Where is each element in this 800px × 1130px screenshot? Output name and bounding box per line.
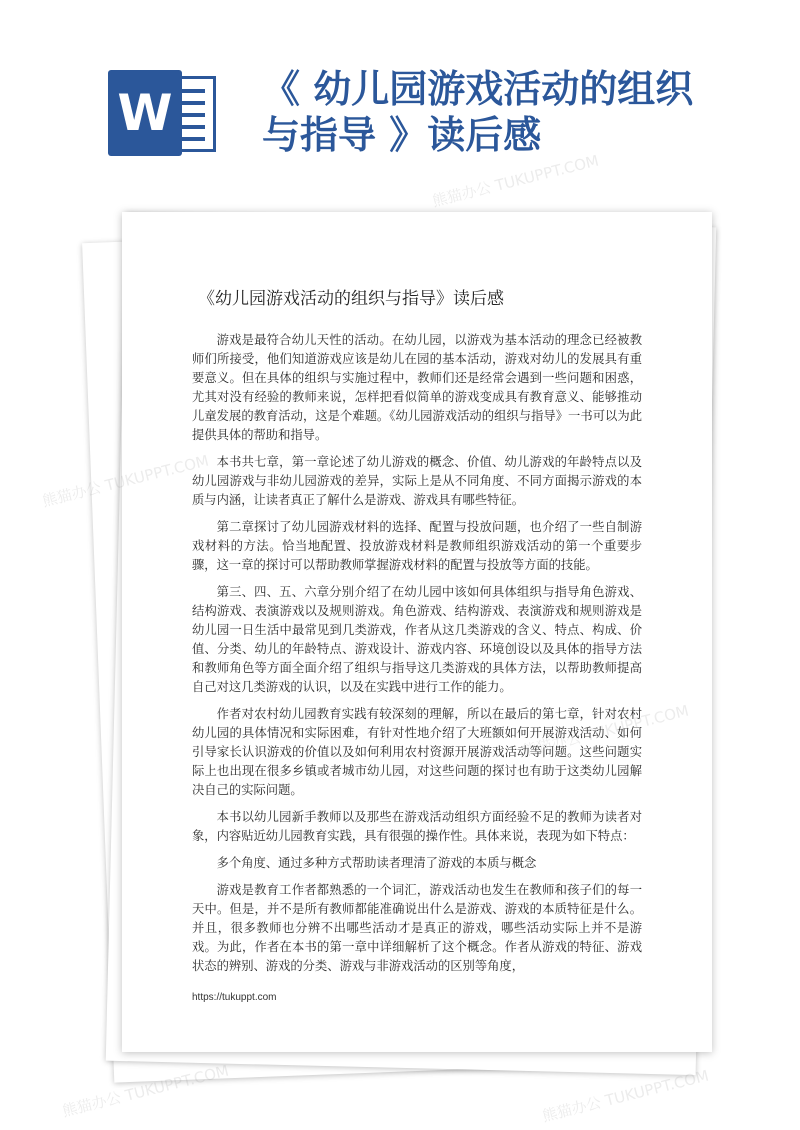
word-letter-badge: W: [108, 70, 182, 156]
document-page: [122, 212, 712, 1052]
page-heading: 《幼儿园游戏活动的组织与指导》读后感: [198, 289, 504, 309]
paragraph-1: 游戏是最符合幼儿天性的活动。在幼儿园，以游戏为基本活动的理念已经被教师们所接受，他们知道游戏应该是幼儿在园的基本活动，游戏对幼儿的发展具有重要意义。但在具体的组织与实施过程中，教师们还是经常会遇到一些问题和困惑，尤其对没有经验的教师来说，怎样把看似简单的游戏变成具有教育意义、能够推动儿童发展的教育活动，这是个难题。《幼儿园游戏活动的组织与指导》一书可以为此提供具体的帮助和指导。: [192, 333, 642, 442]
watermark: 熊猫办公 TUKUPPT.COM: [430, 151, 601, 211]
watermark: 熊猫办公 TUKUPPT.COM: [60, 1061, 231, 1121]
paragraph-2: 本书共七章，第一章论述了幼儿游戏的概念、价值、幼儿游戏的年龄特点以及幼儿园游戏与非幼儿园游戏的差异，实际上是从不同角度、不同方面揭示游戏的本质与内涵，让读者真正了解什么是游戏、游戏具有哪些特征。: [192, 455, 642, 507]
document-title: 《 幼儿园游戏活动的组织与指导 》读后感: [262, 67, 694, 157]
paragraph-4: 第三、四、五、六章分别介绍了在幼儿园中该如何具体组织与指导角色游戏、结构游戏、表演游戏以及规则游戏。角色游戏、结构游戏、表演游戏和规则游戏是幼儿园一日生活中最常见到几类游戏，作者从这几类游戏的含义、特点、构成、价值、分类、幼儿的年龄特点、游戏设计、游戏内容、环境创设以及具体的指导方法和教师角色等方面全面介绍了组织与指导这几类游戏的具体方法，以帮助教师提高自己对这几类游戏的认识，以及在实践中进行工作的能力。: [192, 585, 642, 694]
watermark: 熊猫办公 TUKUPPT.COM: [540, 1066, 711, 1126]
watermark: 熊猫办公: [40, 478, 104, 511]
paragraph-3: 第二章探讨了幼儿园游戏材料的选择、配置与投放问题，也介绍了一些自制游戏材料的方法。恰当地配置、投放游戏材料是教师组织游戏活动的第一个重要步骤，这一章的探讨可以帮助教师掌握游戏材料的配置与投放等方面的技能。: [192, 520, 642, 572]
paragraph-7: 多个角度、通过多种方式帮助读者理清了游戏的本质与概念: [216, 856, 537, 870]
paragraph-6: 本书以幼儿园新手教师以及那些在游戏活动组织方面经验不足的教师为读者对象，内容贴近幼儿园教育实践，具有很强的操作性。具体来说，表现为如下特点：: [192, 810, 642, 843]
paragraph-8: 游戏是教育工作者都熟悉的一个词汇，游戏活动也发生在教师和孩子们的每一天中。但是，并不是所有教师都能准确说出什么是游戏、游戏的本质特征是什么。并且，很多教师也分辨不出哪些活动才是真正的游戏，哪些活动实际上并不是游戏。为此，作者在本书的第一章中详细解析了这个概念。作者从游戏的特征、游戏状态的辨别、游戏的分类、游戏与非游戏活动的区别等角度，: [192, 883, 642, 973]
word-logo-icon: [108, 70, 220, 156]
footer-url: https://tukuppt.com: [192, 992, 277, 1003]
paragraph-5: 作者对农村幼儿园教育实践有较深刻的理解，所以在最后的第七章，针对农村幼儿园的具体情况和实际困难，有针对性地介绍了大班额如何开展游戏活动、如何引导家长认识游戏的价值以及如何利用农村资源开展游戏活动等问题。这些问题实际上也出现在很多乡镇或者城市幼儿园，对这些问题的探讨也有助于这类幼儿园解决自己的实际问题。: [192, 707, 642, 797]
